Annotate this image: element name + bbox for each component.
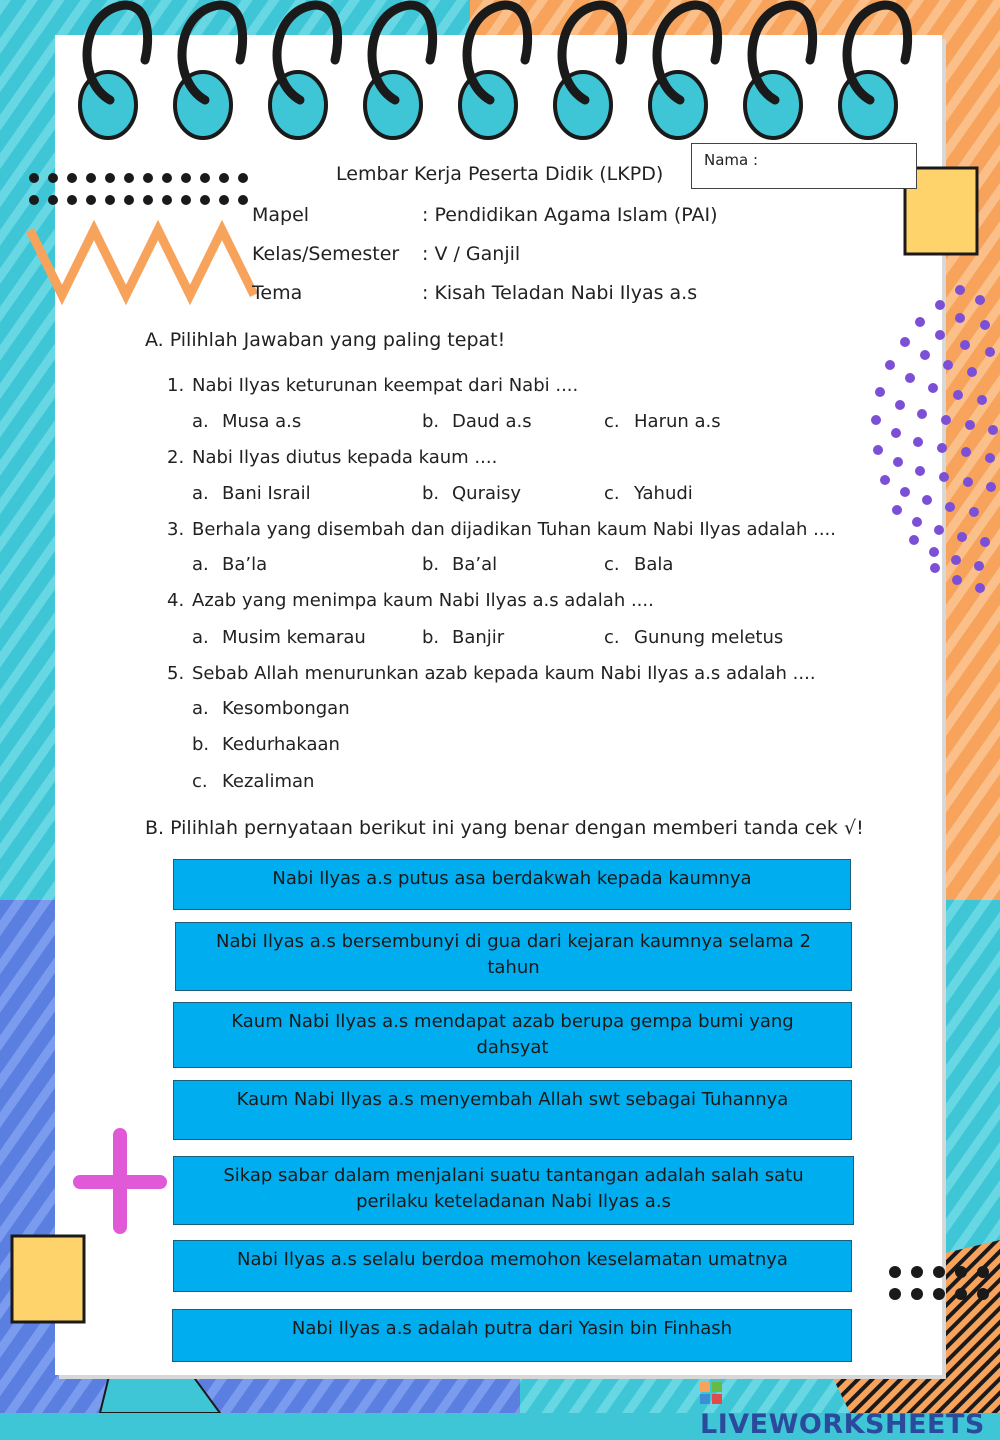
answer-option[interactable]: b. Daud a.s (422, 411, 532, 432)
liveworksheets-logo-icon (700, 1382, 722, 1404)
name-label: Nama : (704, 151, 759, 169)
worksheet-title: Lembar Kerja Peserta Didik (LKPD) (336, 163, 664, 185)
answer-option[interactable]: b. Kedurhakaan (192, 734, 340, 755)
section-a-heading: A. Pilihlah Jawaban yang paling tepat! (145, 329, 506, 351)
answer-option[interactable]: b. Ba’al (422, 554, 498, 575)
statement-card[interactable]: Nabi Ilyas a.s adalah putra dari Yasin bin Finhash (172, 1309, 852, 1362)
liveworksheets-logo[interactable] (700, 1378, 1000, 1440)
answer-option[interactable]: b. Banjir (422, 627, 505, 648)
info-value-class: : V / Ganjil (422, 243, 521, 265)
statement-card[interactable]: Sikap sabar dalam menjalani suatu tantangan adalah salah satu perilaku keteladanan Nabi Ilyas a.s (173, 1156, 854, 1225)
question-text: Sebab Allah menurunkan azab kepada kaum Nabi Ilyas a.s adalah .... (192, 663, 816, 684)
section-b-heading: B. Pilihlah pernyataan berikut ini yang benar dengan memberi tanda cek √! (145, 817, 864, 839)
question-text: Azab yang menimpa kaum Nabi Ilyas a.s adalah .... (192, 590, 654, 611)
answer-option[interactable]: b. Quraisy (422, 483, 522, 504)
answer-option[interactable]: a. Musa a.s (192, 411, 302, 432)
name-field[interactable] (691, 143, 917, 189)
answer-option[interactable]: c. Gunung meletus (604, 627, 784, 648)
statement-card[interactable]: Kaum Nabi Ilyas a.s mendapat azab berupa gempa bumi yang dahsyat (173, 1002, 852, 1068)
question-number: 3. (167, 519, 185, 540)
statement-card[interactable]: Nabi Ilyas a.s bersembunyi di gua dari kejaran kaumnya selama 2 tahun (175, 922, 852, 991)
question-number: 4. (167, 590, 185, 611)
answer-option[interactable]: a. Musim kemarau (192, 627, 366, 648)
answer-option[interactable]: c. Kezaliman (192, 771, 315, 792)
statement-card[interactable]: Kaum Nabi Ilyas a.s menyembah Allah swt sebagai Tuhannya (173, 1080, 852, 1140)
info-value-subject: : Pendidikan Agama Islam (PAI) (422, 204, 718, 226)
question-text: Nabi Ilyas diutus kepada kaum .... (192, 447, 498, 468)
info-label-theme: Tema (252, 282, 303, 304)
liveworksheets-brand: LIVEWORKSHEETS (700, 1409, 985, 1440)
answer-option[interactable]: a. Kesombongan (192, 698, 350, 719)
answer-option[interactable]: a. Ba’la (192, 554, 268, 575)
answer-option[interactable]: a. Bani Israil (192, 483, 311, 504)
statement-card[interactable]: Nabi Ilyas a.s selalu berdoa memohon keselamatan umatnya (173, 1240, 852, 1292)
question-number: 1. (167, 375, 185, 396)
question-text: Nabi Ilyas keturunan keempat dari Nabi .... (192, 375, 579, 396)
info-value-theme: : Kisah Teladan Nabi Ilyas a.s (422, 282, 698, 304)
info-label-class: Kelas/Semester (252, 243, 400, 265)
question-number: 5. (167, 663, 185, 684)
answer-option[interactable]: c. Harun a.s (604, 411, 721, 432)
question-text: Berhala yang disembah dan dijadikan Tuhan kaum Nabi Ilyas adalah .... (192, 519, 836, 540)
statement-card[interactable]: Nabi Ilyas a.s putus asa berdakwah kepada kaumnya (173, 859, 851, 910)
answer-option[interactable]: c. Yahudi (604, 483, 693, 504)
info-label-subject: Mapel (252, 204, 310, 226)
question-number: 2. (167, 447, 185, 468)
answer-option[interactable]: c. Bala (604, 554, 674, 575)
